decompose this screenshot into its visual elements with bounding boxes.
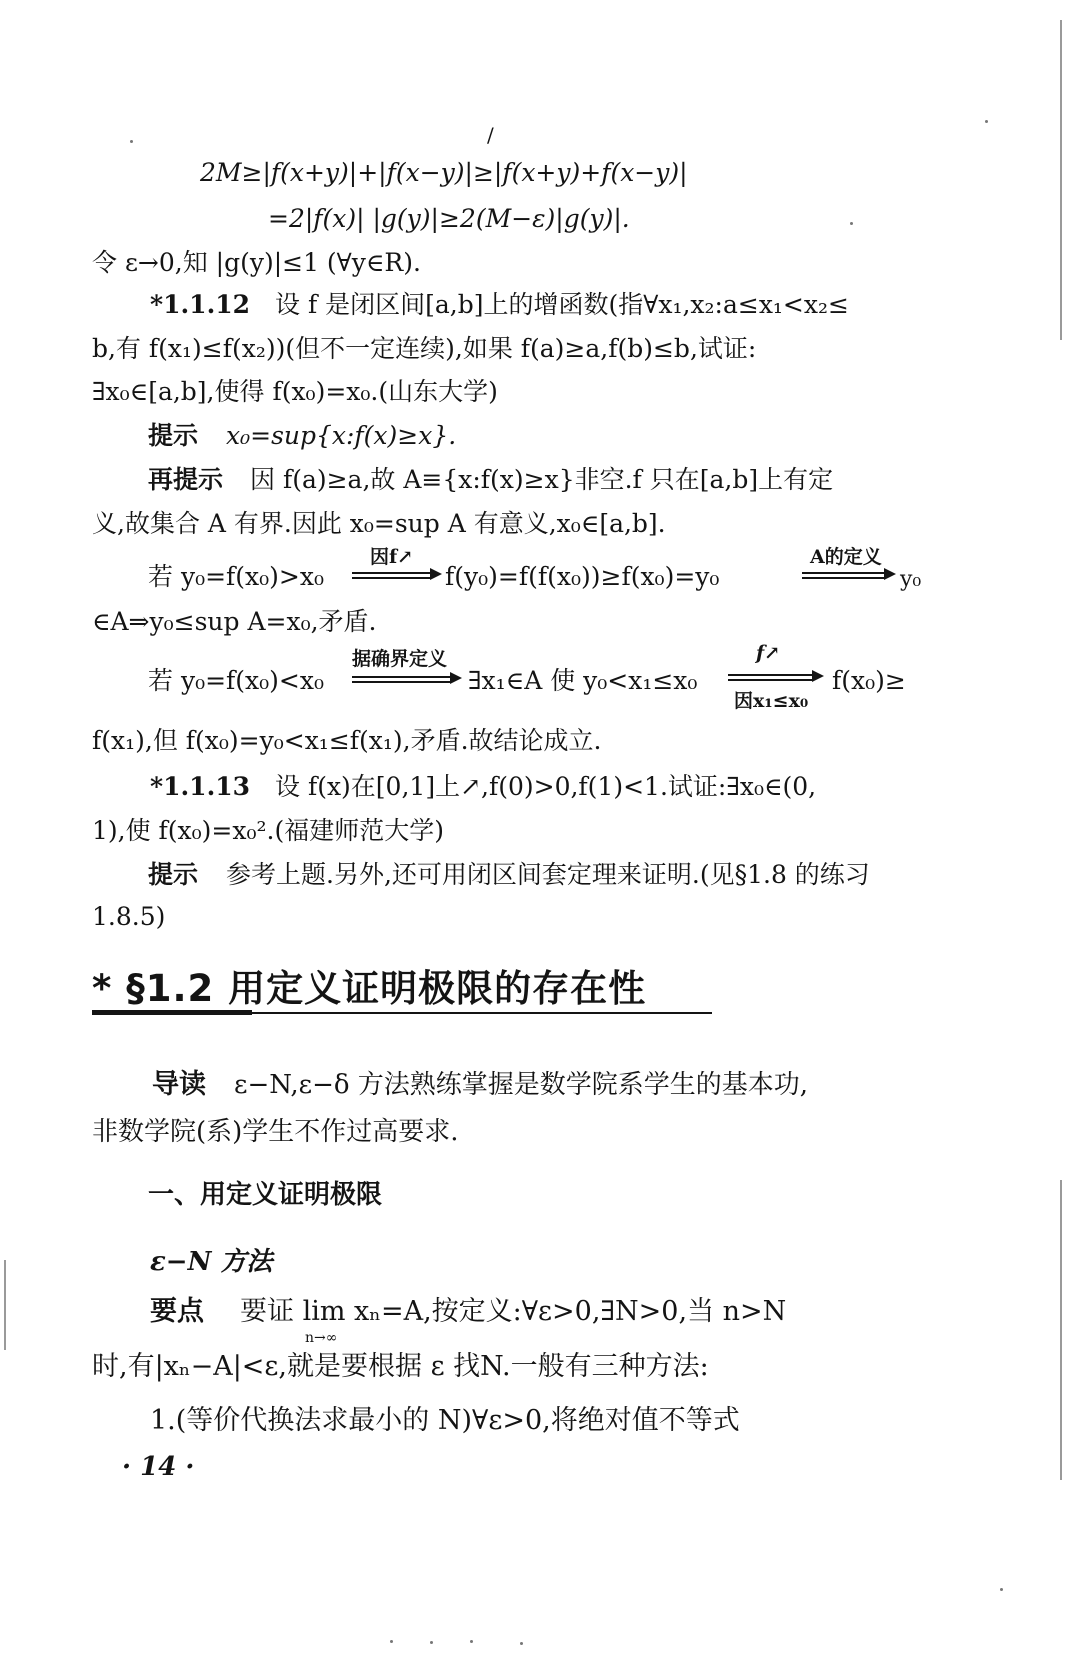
key-point-text: 时,有|xₙ−A|<ε,就是要根据 ε 找N.一般有三种方法: (92, 1351, 709, 1382)
arrow-label: f↗ (756, 642, 781, 664)
problem-text: ∃x₀∈[a,b],使得 f(x₀)=x₀.(山东大学) (92, 377, 498, 406)
case-1-end: y₀ (900, 567, 922, 592)
case-2-middle: ∃x₁∈A 使 y₀<x₁≤x₀ (468, 666, 698, 695)
guide-text: ε−N,ε−δ 方法熟练掌握是数学院系学生的基本功, (234, 1070, 809, 1100)
method-item-1: 1.(等价代换法求最小的 N)∀ε>0,将绝对值不等式 (150, 1405, 740, 1436)
stray-mark: / (487, 123, 494, 147)
hint-text: x₀=sup{x:f(x)≥x}. (226, 421, 457, 450)
scan-speck (470, 1640, 473, 1643)
scan-edge-line (4, 1260, 6, 1350)
scan-speck (430, 1641, 433, 1644)
arrow-label: 据确界定义 (352, 648, 448, 670)
rehint-label: 再提示 (148, 465, 224, 494)
scan-edge-line (1060, 1180, 1062, 1480)
arrow-label: 因x₁≤x₀ (734, 690, 809, 712)
problem-text: 设 f 是闭区间[a,b]上的增函数(指∀x₁,x₂:a≤x₁<x₂≤ (275, 290, 849, 319)
arrow-label: 因f↗ (370, 546, 414, 568)
case-1-start: 若 y₀=f(x₀)>x₀ (148, 562, 324, 591)
hint-text: 1.8.5) (92, 902, 166, 931)
scan-speck (520, 1642, 523, 1645)
problem-text: 1),使 f(x₀)=x₀².(福建师范大学) (92, 816, 444, 845)
guide-text: 非数学院(系)学生不作过高要求. (92, 1117, 459, 1147)
problem-number-1-1-13: *1.1.13 (150, 772, 251, 801)
implies-arrow (728, 642, 828, 718)
arrow-shaft (352, 577, 432, 579)
heading-underline-thin (252, 1012, 712, 1014)
arrow-shaft (352, 681, 452, 683)
arrow-shaft (352, 676, 452, 678)
implies-arrow (802, 548, 898, 588)
problem-number-1-1-12: *1.1.12 (150, 290, 251, 319)
scan-edge-line (1060, 20, 1062, 340)
limit-subscript: n→∞ (305, 1330, 338, 1346)
subsection-heading: 一、用定义证明极限 (148, 1180, 383, 1210)
arrow-shaft (728, 674, 814, 676)
case-1-conclusion: ∈A⇒y₀≤sup A=x₀,矛盾. (92, 607, 377, 636)
scan-speck (985, 120, 988, 123)
arrow-head-icon (450, 672, 462, 684)
hint-text: 参考上题.另外,还可用闭区间套定理来证明.(见§1.8 的练习 (226, 860, 870, 889)
scan-speck (130, 140, 133, 143)
arrow-head-icon (430, 568, 442, 580)
method-heading: ε−N 方法 (150, 1247, 273, 1277)
arrow-shaft (802, 572, 886, 574)
case-1-middle: f(y₀)=f(f(x₀))≥f(x₀)=y₀ (445, 562, 720, 591)
guide-label: 导读 (152, 1069, 206, 1100)
arrow-shaft (352, 572, 432, 574)
key-point-label: 要点 (150, 1296, 204, 1327)
heading-underline-thick (92, 1010, 252, 1015)
rehint-text: 义,故集合 A 有界.因此 x₀=sup A 有意义,x₀∈[a,b]. (92, 509, 666, 538)
problem-text: 设 f(x)在[0,1]上↗,f(0)>0,f(1)<1.试证:∃x₀∈(0, (275, 772, 817, 801)
case-2-conclusion: f(x₁),但 f(x₀)=y₀<x₁≤f(x₁),矛盾.故结论成立. (92, 726, 602, 755)
case-2-end: f(x₀)≥ (832, 666, 906, 695)
scan-speck (850, 222, 853, 225)
arrow-shaft (802, 577, 886, 579)
hint-label: 提示 (148, 421, 199, 450)
rehint-text: 因 f(a)≥a,故 A≡{x:f(x)≥x}非空.f 只在[a,b]上有定 (250, 465, 834, 494)
case-2-start: 若 y₀=f(x₀)<x₀ (148, 666, 324, 695)
page-number: · 14 · (122, 1452, 195, 1482)
key-point-text: 要证 lim xₙ=A,按定义:∀ε>0,∃N>0,当 n>N (240, 1296, 787, 1327)
arrow-head-icon (884, 568, 896, 580)
arrow-head-icon (812, 670, 824, 682)
hint-label: 提示 (148, 860, 199, 889)
arrow-shaft (728, 679, 814, 681)
problem-text: b,有 f(x₁)≤f(x₂))(但不一定连续),如果 f(a)≥a,f(b)≤b,试证: (92, 334, 757, 363)
implies-arrow (352, 548, 442, 588)
section-heading: * §1.2 用定义证明极限的存在性 (92, 967, 647, 1010)
scan-speck (390, 1640, 393, 1643)
arrow-label: A的定义 (810, 546, 882, 568)
equation-line-2: =2|f(x)| |g(y)|≥2(M−ε)|g(y)|. (268, 204, 630, 233)
limit-conclusion: 令 ε→0,知 |g(y)|≤1 (∀y∈R). (92, 248, 421, 277)
equation-line-1: 2M≥|f(x+y)|+|f(x−y)|≥|f(x+y)+f(x−y)| (200, 158, 688, 187)
implies-arrow (352, 650, 464, 690)
scan-speck (1000, 1588, 1003, 1591)
